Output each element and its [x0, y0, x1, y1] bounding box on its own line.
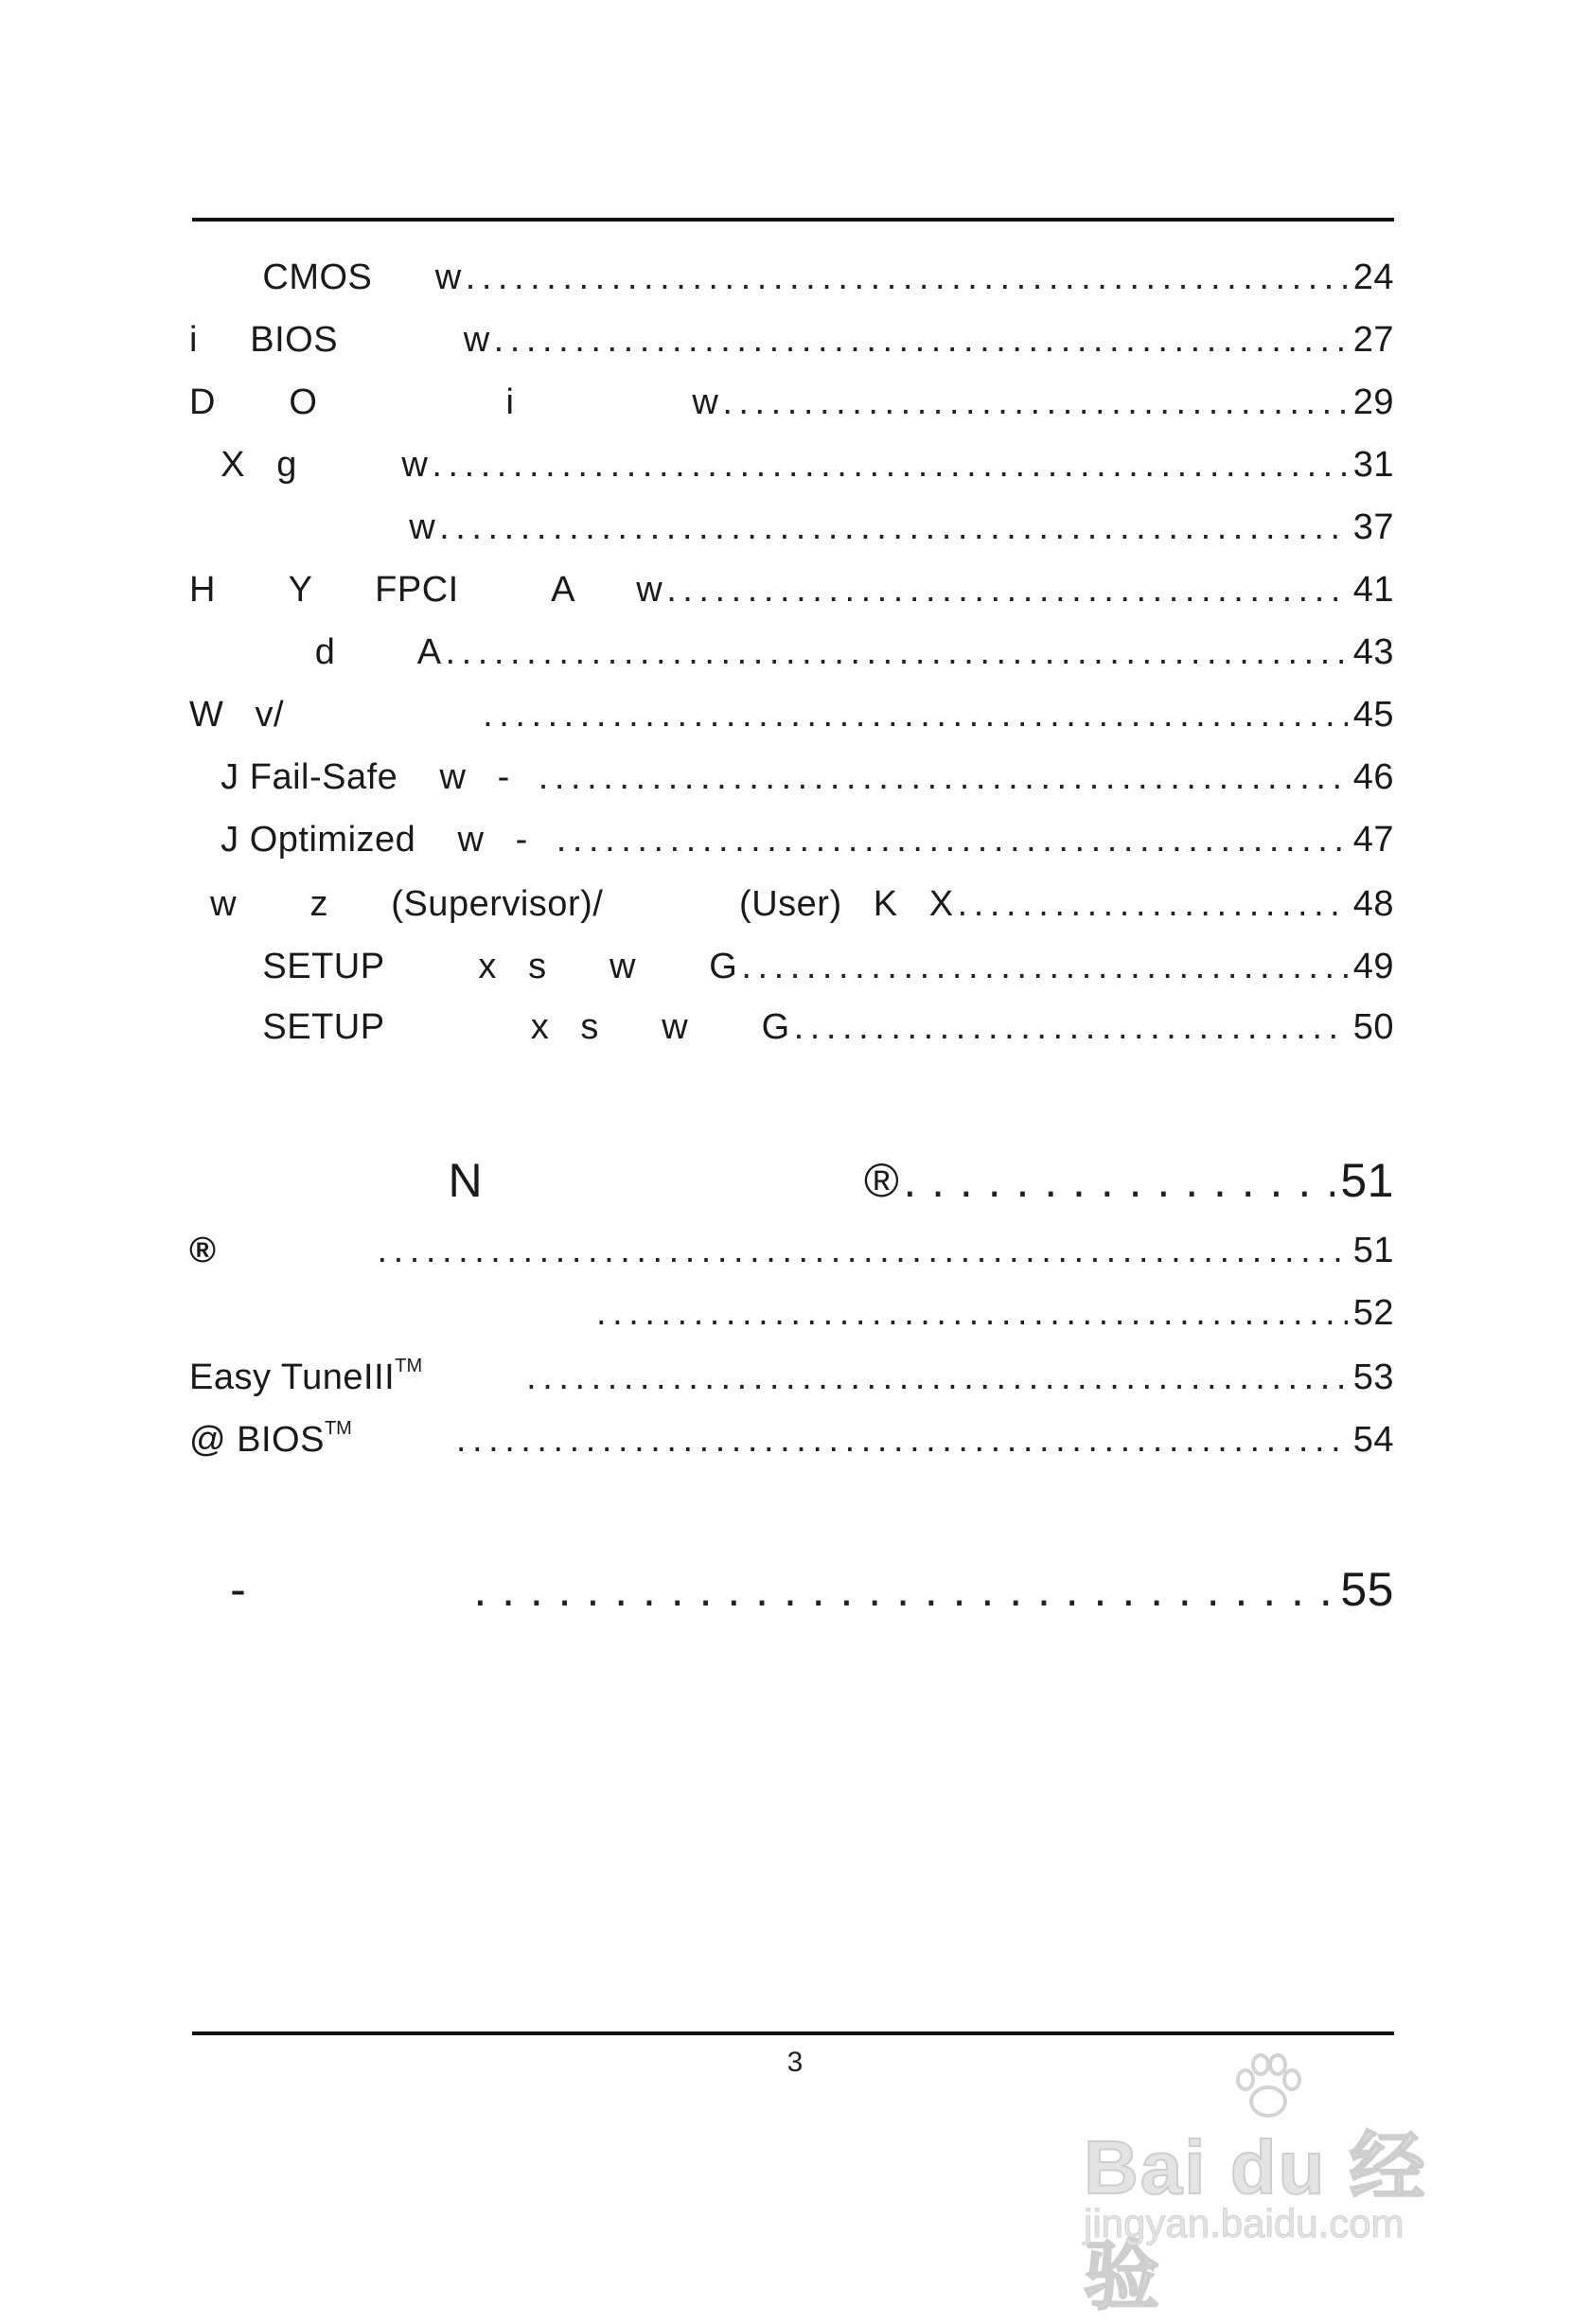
trademark-mark: TM	[395, 1356, 423, 1376]
toc-chapter-label: -	[189, 1563, 247, 1616]
toc-chapter-heading[interactable]	[189, 1153, 1394, 1221]
toc-entry[interactable]	[189, 632, 1394, 689]
toc-entry[interactable]	[189, 884, 1394, 941]
toc-entry[interactable]	[189, 1231, 1394, 1287]
toc-page-number: 53	[1352, 1357, 1394, 1397]
baidu-jingyan-watermark	[1084, 2049, 1500, 2318]
toc-entry-label: D O i w	[189, 382, 719, 422]
toc-entry[interactable]	[189, 757, 1394, 814]
easytune-label: Easy TuneIII	[189, 1357, 396, 1397]
watermark-url: jingyan.baidu.com	[1084, 2201, 1404, 2245]
toc-entry[interactable]	[189, 695, 1394, 752]
toc-page-number: 31	[1352, 445, 1394, 485]
toc-entry[interactable]	[189, 320, 1394, 377]
toc-entry[interactable]	[189, 1356, 1394, 1412]
dot-leader	[483, 695, 1348, 736]
toc-entry-label: J Fail-Safe w -	[189, 757, 510, 797]
toc-page-number: 47	[1352, 820, 1394, 860]
toc-entry-label: W v/	[189, 695, 285, 735]
toc-entry[interactable]	[189, 257, 1394, 314]
toc-entry-label: d A	[189, 632, 442, 672]
dot-leader	[456, 1420, 1348, 1461]
toc-page-number: 45	[1352, 695, 1394, 735]
dot-leader	[439, 507, 1348, 548]
toc-entry-label: ®	[189, 1231, 217, 1270]
dot-leader	[473, 1562, 1334, 1617]
toc-entry-label: J Optimized w -	[189, 820, 528, 860]
atbios-label: @ BIOS	[189, 1420, 325, 1460]
toc-entry-label	[189, 1418, 352, 1461]
page-number: 3	[786, 2047, 804, 2078]
toc-page-number: 37	[1352, 507, 1394, 547]
toc-entry[interactable]	[189, 445, 1394, 502]
dot-leader	[526, 1357, 1348, 1398]
toc-chapter-label: N ®	[189, 1154, 900, 1207]
toc-entry-label	[189, 1356, 422, 1398]
dot-leader	[958, 884, 1348, 925]
toc-page-number: 43	[1352, 632, 1394, 672]
dot-leader	[378, 1231, 1348, 1271]
toc-page-number: 52	[1352, 1293, 1394, 1333]
toc-entry[interactable]	[189, 570, 1394, 627]
toc-page-number: 48	[1352, 884, 1394, 924]
toc-page-number: 46	[1352, 757, 1394, 797]
toc-entry-label: SETUP x s w G	[189, 947, 738, 986]
toc-entry[interactable]	[189, 1418, 1394, 1475]
dot-leader	[446, 632, 1348, 673]
toc-entry-label: SETUP x s w G	[189, 1007, 790, 1047]
toc-entry-label: CMOS w	[189, 257, 462, 297]
dot-leader	[432, 445, 1347, 486]
dot-leader	[666, 570, 1348, 611]
toc-entry[interactable]	[189, 507, 1394, 564]
toc-entry-label: w	[189, 507, 436, 547]
toc-page-number: 51	[1340, 1154, 1394, 1207]
toc-entry-label: X g w	[189, 445, 429, 485]
trademark-mark: TM	[324, 1418, 352, 1439]
toc-chapter-heading[interactable]	[189, 1562, 1394, 1630]
toc-page-number: 51	[1352, 1231, 1394, 1270]
dot-leader	[722, 382, 1347, 423]
dot-leader	[794, 1007, 1348, 1048]
dot-leader	[466, 257, 1348, 298]
watermark-brand: Bai du 经验	[1084, 2125, 1427, 2318]
toc-page-number: 24	[1352, 257, 1394, 297]
top-rule	[192, 218, 1394, 222]
toc-page-number: 27	[1352, 320, 1394, 360]
dot-leader	[903, 1153, 1334, 1208]
toc-page-number: 49	[1352, 947, 1394, 986]
dot-leader	[556, 820, 1348, 860]
toc-entry[interactable]	[189, 1293, 1394, 1350]
toc-page-number: 55	[1340, 1563, 1394, 1616]
toc-entry[interactable]	[189, 820, 1394, 877]
toc-page-number: 29	[1352, 382, 1394, 422]
toc-entry-label: i BIOS w	[189, 320, 490, 360]
toc-page-number: 50	[1352, 1007, 1394, 1047]
bottom-rule	[192, 2031, 1394, 2035]
toc-entry[interactable]	[189, 947, 1394, 1003]
dot-leader	[539, 757, 1348, 798]
toc-entry[interactable]	[189, 382, 1394, 439]
dot-leader	[741, 947, 1347, 987]
toc-entry-label: w z (Supervisor)/ (User) K X	[189, 884, 954, 924]
dot-leader	[494, 320, 1348, 361]
dot-leader	[596, 1293, 1348, 1334]
toc-page-number: 41	[1352, 570, 1394, 610]
toc-entry-label: H Y FPCI A w	[189, 570, 663, 610]
toc-entry[interactable]	[189, 1007, 1394, 1064]
toc-page-number: 54	[1352, 1420, 1394, 1460]
